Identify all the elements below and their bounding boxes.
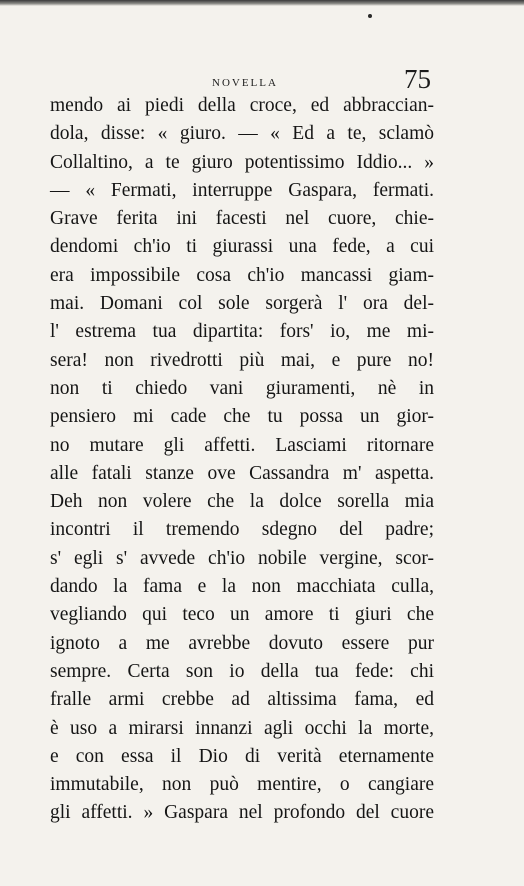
text-line: mendo ai piedi della croce, ed abbraccian- <box>50 95 434 116</box>
text-line: sempre. Certa son io della tua fede: chi <box>50 660 434 682</box>
ink-speck <box>368 14 372 18</box>
text-line: sera! non rivedrotti più mai, e pure no! <box>50 349 434 371</box>
text-line: vegliando qui teco un amore ti giuri che <box>50 604 434 626</box>
text-line: l' estrema tua dipartita: fors' io, me mi- <box>50 321 434 343</box>
text-line: ignoto a me avrebbe dovuto essere pur <box>50 632 434 654</box>
text-line: dendomi ch'io ti giurassi una fede, a cui <box>50 236 434 258</box>
text-line: no mutare gli affetti. Lasciami ritornare <box>50 434 434 456</box>
text-line: incontri il tremendo sdegno del padre; <box>50 519 434 541</box>
text-line: mai. Domani col sole sorgerà l' ora del- <box>50 293 434 315</box>
page-number: 75 <box>404 64 431 94</box>
running-head: NOVELLA <box>212 77 278 89</box>
text-line: Collaltino, a te giuro potentissimo Iddio... » <box>50 151 434 173</box>
text-line: pensiero mi cade che tu possa un gior- <box>50 406 434 428</box>
text-line: s' egli s' avvede ch'io nobile vergine, scor- <box>50 547 434 569</box>
text-line: dola, disse: « giuro. — « Ed a te, sclamò <box>50 123 434 145</box>
text-line: Deh non volere che la dolce sorella mia <box>50 491 434 513</box>
text-line: non ti chiedo vani giuramenti, nè in <box>50 377 434 399</box>
text-line: e con essa il Dio di verità eternamente <box>50 745 434 767</box>
text-line: alle fatali stanze ove Cassandra m' aspetta. <box>50 462 434 484</box>
text-line: dando la fama e la non macchiata culla, <box>50 576 434 598</box>
text-line: — « Fermati, interruppe Gaspara, fermati. <box>50 179 434 201</box>
text-line: immutabile, non può mentire, o cangiare <box>50 774 434 796</box>
page-top-edge <box>0 0 524 6</box>
text-line: era impossibile cosa ch'io mancassi giam- <box>50 264 434 286</box>
text-line: gli affetti. » Gaspara nel profondo del cuore <box>50 802 434 824</box>
text-line: fralle armi crebbe ad altissima fama, ed <box>50 689 434 711</box>
text-line: Grave ferita ini facesti nel cuore, chie- <box>50 208 434 230</box>
body-text <box>50 92 434 828</box>
text-line: è uso a mirarsi innanzi agli occhi la morte, <box>50 717 434 739</box>
